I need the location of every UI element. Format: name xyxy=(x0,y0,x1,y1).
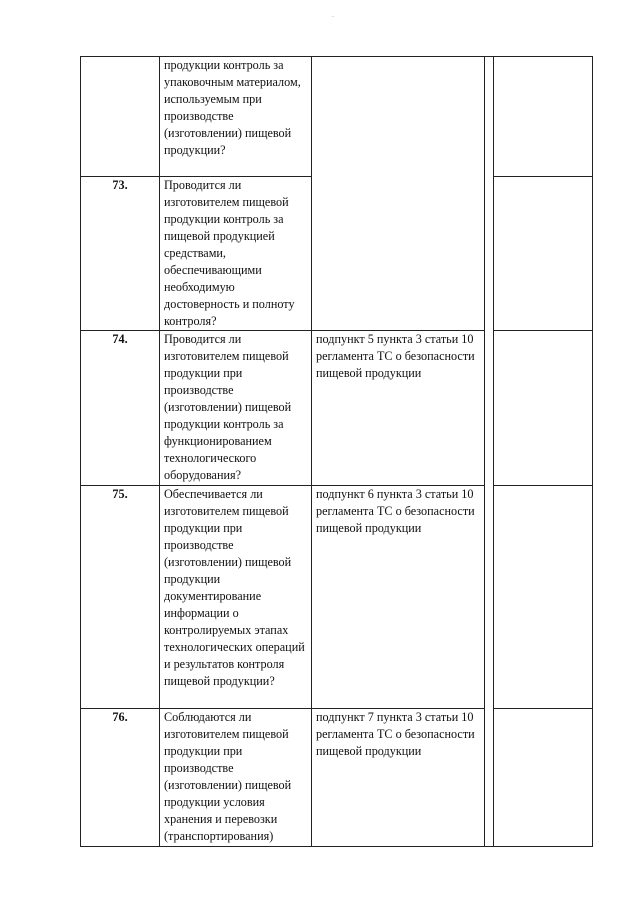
status-cell xyxy=(494,177,593,331)
table-row xyxy=(81,709,593,847)
legal-basis: подпункт 7 пункта 3 статьи 10 регламента ТС о безопасности пищевой продукции xyxy=(312,709,485,847)
question-text: Обеспечивается ли изготовителем пищевой продукции при производстве (изготовлении) пищевой продукции документирование информации о контролируемых этапах технологических операций и результатов контроля пищевой продукции? xyxy=(160,486,312,709)
status-cell xyxy=(494,331,593,486)
row-number: 75. xyxy=(81,486,160,709)
table-row xyxy=(81,331,593,486)
question-text: Проводится ли изготовителем пищевой продукции контроль за пищевой продукцией средствами, обеспечивающими необходимую достоверность и полноту контроля? xyxy=(160,177,312,331)
question-text: Проводится ли изготовителем пищевой продукции при производстве (изготовлении) пищевой продукции контроль за функционированием технологического оборудования? xyxy=(160,331,312,486)
row-number: 73. xyxy=(81,177,160,331)
question-text: Соблюдаются ли изготовителем пищевой продукции при производстве (изготовлении) пищевой продукции условия хранения и перевозки (транспортирования) xyxy=(160,709,312,847)
row-number: 76. xyxy=(81,709,160,847)
legal-basis: подпункт 6 пункта 3 статьи 10 регламента ТС о безопасности пищевой продукции xyxy=(312,486,485,709)
question-text: продукции контроль за упаковочным материалом, используемым при производстве (изготовлении) пищевой продукции? xyxy=(160,57,312,177)
checklist-table xyxy=(80,56,593,847)
page-mark: ⁻ xyxy=(331,14,335,22)
column-gap xyxy=(485,57,494,847)
status-cell xyxy=(494,486,593,709)
legal-basis: подпункт 5 пункта 3 статьи 10 регламента ТС о безопасности пищевой продукции xyxy=(312,331,485,486)
row-number: 74. xyxy=(81,331,160,486)
status-cell xyxy=(494,709,593,847)
table-row xyxy=(81,486,593,709)
legal-basis xyxy=(312,57,485,331)
table-row xyxy=(81,57,593,177)
status-cell xyxy=(494,57,593,177)
row-number xyxy=(81,57,160,177)
